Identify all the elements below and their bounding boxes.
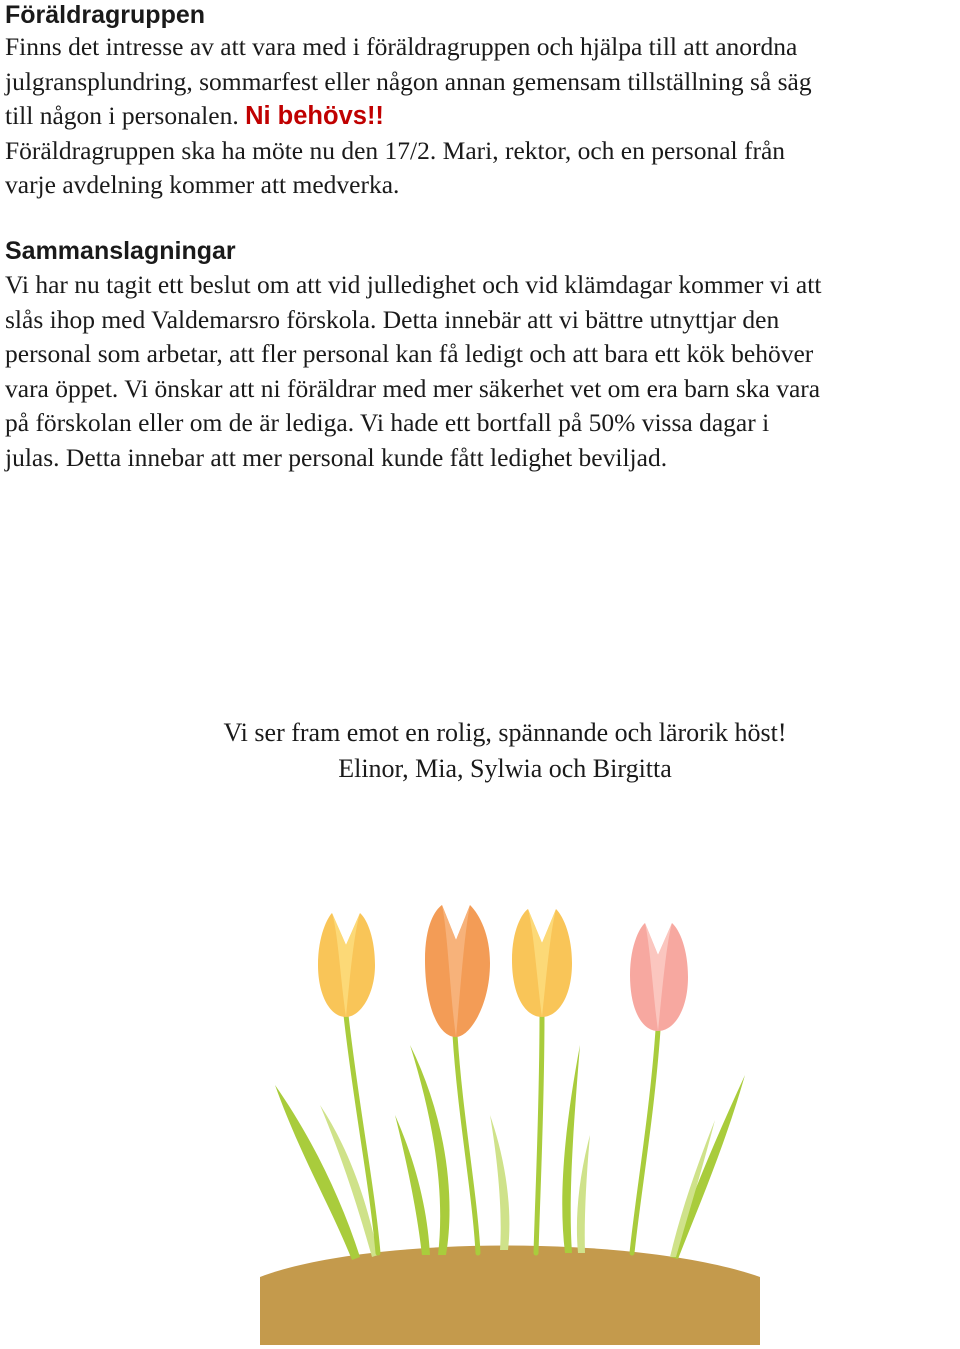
foraldragruppen-heading: Föräldragruppen bbox=[5, 1, 206, 29]
sammanslagningar-line-5: på förskolan eller om de är lediga. Vi hade ett bortfall på 50% vissa dagar i bbox=[5, 408, 770, 437]
sammanslagningar-line-2: slås ihop med Valdemarsro förskola. Detta innebär att vi bättre utnyttjar den bbox=[5, 304, 780, 334]
tulip-yellow-right bbox=[512, 909, 572, 1017]
sammanslagningar-section bbox=[5, 236, 960, 475]
ground-mound bbox=[260, 1246, 760, 1346]
closing-block bbox=[0, 715, 960, 787]
foraldragruppen-paragraph-2 bbox=[5, 134, 960, 203]
tulip-yellow-left bbox=[318, 913, 375, 1017]
sammanslagningar-line-6: julas. Detta innebar att mer personal kunde fått ledighet beviljad. bbox=[5, 442, 668, 472]
foraldragruppen-section bbox=[5, 0, 960, 203]
paragraph-2-line-2: varje avdelning kommer att medverka. bbox=[5, 170, 400, 199]
paragraph-2-line-1: Föräldragruppen ska ha möte nu den 17/2. Mari, rektor, och en personal från bbox=[5, 135, 786, 165]
paragraph-1-line-1: Finns det intresse av att vara med i föräldragruppen och hjälpa till att anordna bbox=[5, 32, 798, 61]
closing-greeting: Vi ser fram emot en rolig, spännande och lärorik höst! bbox=[223, 718, 787, 747]
sammanslagningar-paragraph bbox=[5, 268, 960, 475]
tulips-illustration bbox=[260, 905, 760, 1345]
foraldragruppen-paragraph-1 bbox=[5, 30, 960, 134]
tulip-leaves bbox=[275, 1045, 745, 1260]
closing-signature: Elinor, Mia, Sylwia och Birgitta bbox=[338, 754, 672, 783]
paragraph-1-line-2: julgransplundring, sommarfest eller någon annan gemensam tillställning så säg bbox=[5, 66, 812, 96]
ni-behovs-emphasis: Ni behövs!! bbox=[245, 102, 384, 130]
sammanslagningar-line-3: personal som arbetar, att fler personal kan få ledigt och att bara ett kök behöver bbox=[5, 339, 814, 368]
sammanslagningar-line-1: Vi har nu tagit ett beslut om att vid julledighet och vid klämdagar kommer vi att bbox=[5, 270, 822, 299]
sammanslagningar-line-4: vara öppet. Vi önskar att ni föräldrar med mer säkerhet vet om era barn ska vara bbox=[5, 373, 821, 403]
tulip-orange bbox=[425, 905, 490, 1037]
sammanslagningar-heading: Sammanslagningar bbox=[5, 237, 236, 265]
paragraph-1-line-3: till någon i personalen. bbox=[5, 101, 246, 130]
tulip-pink bbox=[630, 923, 688, 1031]
